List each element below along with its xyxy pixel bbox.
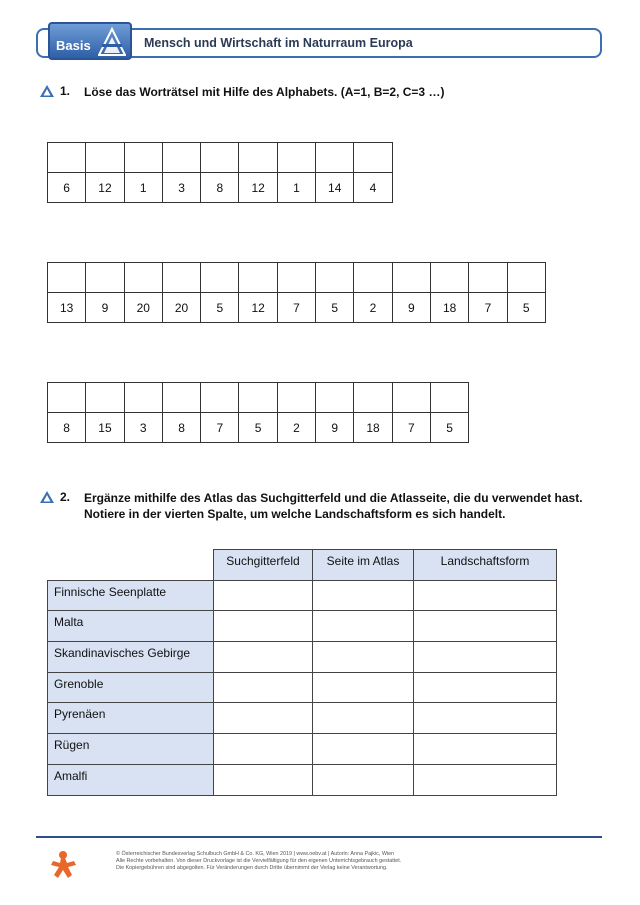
answer-cell[interactable] [214,642,313,673]
number-cell: 8 [48,413,86,443]
footer-line-1: © Österreichischer Bundesverlag Schulbuch GmbH & Co. KG, Wien 2019 | www.oebv.at | Autorin: Anna Pajkic, Wien [116,851,395,857]
task-instruction: Ergänze mithilfe des Atlas das Suchgitterfeld und die Atlasseite, die du verwendet hast. Notiere in der vierten Spalte, um welche Landschaftsform es sich handelt. [84,491,583,521]
answer-cell[interactable] [316,383,354,413]
answer-row [48,263,546,293]
answer-cell[interactable] [354,143,392,173]
answer-cell[interactable] [414,703,557,734]
answer-cell[interactable] [313,642,414,673]
number-cell: 9 [86,293,124,323]
table-row [48,672,557,703]
answer-cell[interactable] [313,611,414,642]
row-label: Malta [48,611,214,642]
table-row [48,580,557,611]
answer-cell[interactable] [48,263,86,293]
answer-cell[interactable] [86,143,124,173]
answer-cell[interactable] [201,263,239,293]
atlas-table [47,549,557,796]
table-row [48,703,557,734]
answer-cell[interactable] [414,672,557,703]
answer-cell[interactable] [414,764,557,795]
task-number: 1. [60,84,71,98]
answer-cell[interactable] [86,263,124,293]
answer-cell[interactable] [239,263,277,293]
table-header-row [48,550,557,581]
answer-cell[interactable] [214,703,313,734]
answer-cell[interactable] [313,672,414,703]
answer-cell[interactable] [354,263,392,293]
word-puzzle-1 [47,142,393,203]
row-label: Finnische Seenplatte [48,580,214,611]
difficulty-triangle-icon [40,85,54,97]
answer-cell[interactable] [214,764,313,795]
answer-cell[interactable] [313,764,414,795]
answer-cell[interactable] [201,143,239,173]
answer-cell[interactable] [316,143,354,173]
answer-cell[interactable] [124,383,162,413]
number-cell: 3 [162,173,200,203]
number-cell: 5 [201,293,239,323]
number-cell: 3 [124,413,162,443]
answer-cell[interactable] [354,383,392,413]
number-cell: 7 [392,413,430,443]
answer-cell[interactable] [239,143,277,173]
number-cell: 8 [201,173,239,203]
number-cell: 12 [239,173,277,203]
answer-cell[interactable] [239,383,277,413]
column-header: Landschaftsform [414,550,557,581]
number-cell: 5 [507,293,545,323]
answer-cell[interactable] [214,734,313,765]
number-row [48,293,546,323]
answer-cell[interactable] [48,383,86,413]
answer-cell[interactable] [48,143,86,173]
row-label: Pyrenäen [48,703,214,734]
task-1 [40,84,604,100]
page-title: Mensch und Wirtschaft im Naturraum Europa [144,36,413,50]
footer-divider [36,836,602,838]
number-cell: 15 [86,413,124,443]
task-number: 2. [60,490,71,504]
answer-cell[interactable] [313,734,414,765]
number-cell: 18 [354,413,392,443]
row-label: Grenoble [48,672,214,703]
answer-cell[interactable] [124,263,162,293]
answer-row [48,383,469,413]
task-instruction: Löse das Worträtsel mit Hilfe des Alphabets. (A=1, B=2, C=3 …) [84,85,445,99]
number-cell: 8 [162,413,200,443]
row-label: Amalfi [48,764,214,795]
answer-cell[interactable] [414,734,557,765]
triangle-logo-icon [98,27,126,57]
number-cell: 12 [239,293,277,323]
answer-cell[interactable] [392,383,430,413]
answer-cell[interactable] [316,263,354,293]
footer-copyright [116,851,516,872]
badge-label: Basis [56,38,91,53]
number-row [48,173,393,203]
answer-cell[interactable] [162,383,200,413]
answer-cell[interactable] [214,611,313,642]
answer-cell[interactable] [162,143,200,173]
table-row [48,734,557,765]
word-puzzle-3 [47,382,469,443]
number-cell: 7 [277,293,315,323]
answer-cell[interactable] [277,143,315,173]
answer-cell[interactable] [507,263,545,293]
footer-line-3: Die Kopiergebühren sind abgegolten. Für Veränderungen durch Dritte übernimmt der Verlag keine Verantwortung. [116,865,388,871]
row-label: Skandinavisches Gebirge [48,642,214,673]
number-cell: 14 [316,173,354,203]
number-cell: 12 [86,173,124,203]
number-cell: 18 [430,293,468,323]
table-row [48,611,557,642]
answer-cell[interactable] [392,263,430,293]
level-badge [48,22,132,60]
number-cell: 5 [430,413,468,443]
answer-cell[interactable] [277,263,315,293]
answer-cell[interactable] [430,263,468,293]
number-cell: 5 [316,293,354,323]
number-cell: 7 [201,413,239,443]
number-cell: 5 [239,413,277,443]
empty-corner-cell [48,550,214,581]
number-cell: 1 [124,173,162,203]
answer-cell[interactable] [414,580,557,611]
answer-cell[interactable] [201,383,239,413]
number-cell: 20 [162,293,200,323]
answer-cell[interactable] [86,383,124,413]
answer-cell[interactable] [214,580,313,611]
column-header: Seite im Atlas [313,550,414,581]
answer-cell[interactable] [430,383,468,413]
answer-cell[interactable] [313,580,414,611]
answer-cell[interactable] [469,263,507,293]
task-2 [40,490,604,522]
answer-row [48,143,393,173]
table-row [48,764,557,795]
answer-cell[interactable] [124,143,162,173]
number-cell: 9 [392,293,430,323]
publisher-logo-icon [50,850,78,880]
answer-cell[interactable] [414,611,557,642]
table-row [48,642,557,673]
number-cell: 2 [354,293,392,323]
answer-cell[interactable] [214,672,313,703]
answer-cell[interactable] [162,263,200,293]
number-cell: 1 [277,173,315,203]
column-header: Suchgitterfeld [214,550,313,581]
footer-line-2: Alle Rechte vorbehalten. Von dieser Druckvorlage ist die Vervielfältigung für den eigenen Unterrichtsgebrauch gestattet. [116,858,402,864]
difficulty-triangle-icon [40,491,54,503]
answer-cell[interactable] [277,383,315,413]
number-row [48,413,469,443]
number-cell: 4 [354,173,392,203]
word-puzzle-2 [47,262,546,323]
number-cell: 13 [48,293,86,323]
number-cell: 6 [48,173,86,203]
answer-cell[interactable] [313,703,414,734]
number-cell: 20 [124,293,162,323]
number-cell: 2 [277,413,315,443]
number-cell: 7 [469,293,507,323]
number-cell: 9 [316,413,354,443]
answer-cell[interactable] [414,642,557,673]
row-label: Rügen [48,734,214,765]
